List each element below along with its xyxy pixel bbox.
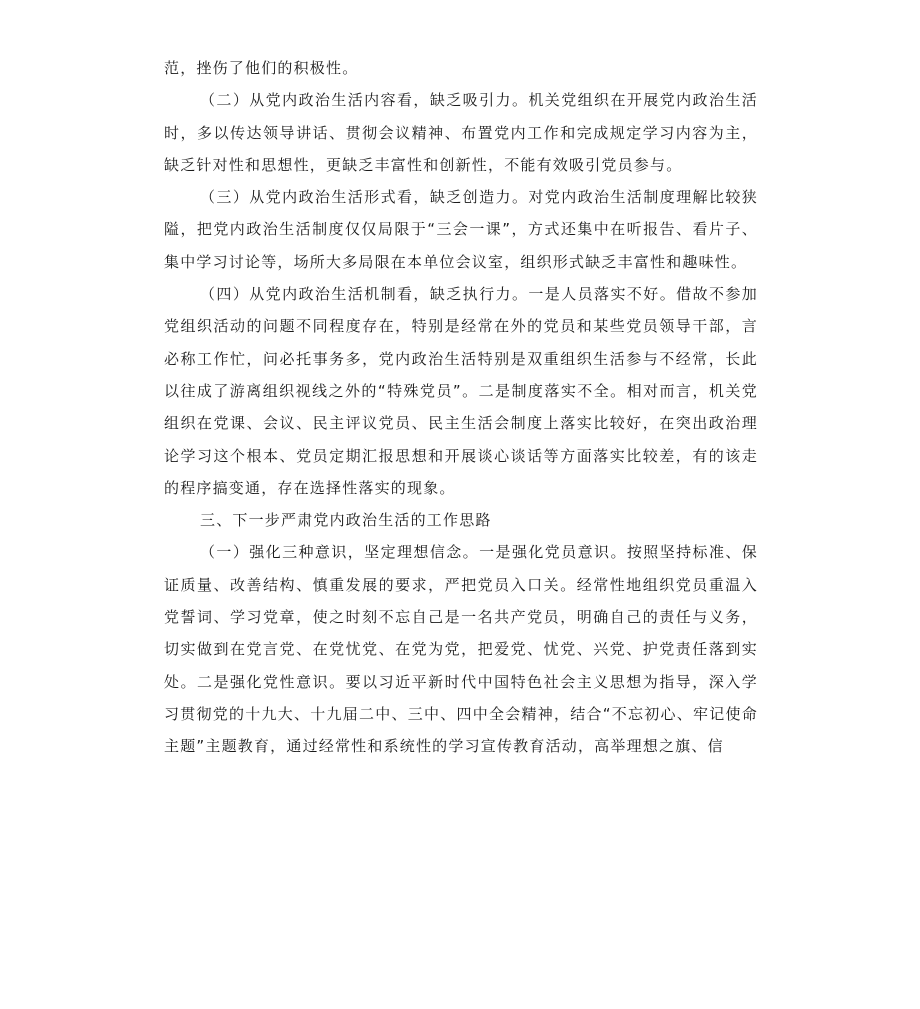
paragraph-mechanism-execution: （四）从党内政治生活机制看，缺乏执行力。一是人员落实不好。借故不参加党组织活动的问题不同程度存在，特别是经常在外的党员和某些党员领导干部，言必称工作忙，问必托事务多，党内政治生活特别是双重组织生活参与不经常，长此以往成了游离组织视线之外的“特殊党员”。二是制度落实不全。相对而言，机关党组织在党课、会议、民主评议党员、民主生活会制度上落实比较好，在突出政治理论学习这个根本、党员定期汇报思想和开展谈心谈话等方面落实比较差，有的该走的程序搞变通，存在选择性落实的现象。 (164, 285, 758, 497)
paragraph-continuation: 范，挫伤了他们的积极性。 (164, 59, 359, 77)
paragraph-form-creativity: （三）从党内政治生活形式看，缺乏创造力。对党内政治生活制度理解比较狭隘，把党内政治生活制度仅仅局限于“三会一课”，方式还集中在听报告、看片子、集中学习讨论等，场所大多局限在本单位会议室，组织形式缺乏丰富性和趣味性。 (164, 188, 758, 271)
document-body (164, 52, 758, 763)
section-heading: 三、下一步严肃党内政治生活的工作思路 (200, 511, 492, 530)
paragraph-three-awareness: （一）强化三种意识，坚定理想信念。一是强化党员意识。按照坚持标准、保证质量、改善结构、慎重发展的要求，严把党员入口关。经常性地组织党员重温入党誓词、学习党章，使之时刻不忘自己是一名共产党员，明确自己的责任与义务，切实做到在党言党、在党忧党、在党为党，把爱党、忧党、兴党、护党责任落到实处。二是强化党性意识。要以习近平新时代中国特色社会主义思想为指导，深入学习贯彻党的十九大、十九届二中、三中、四中全会精神，结合“不忘初心、牢记使命主题”主题教育，通过经常性和系统性的学习宣传教育活动，高举理想之旗、信 (164, 543, 758, 756)
paragraph-content-attraction: （二）从党内政治生活内容看，缺乏吸引力。机关党组织在开展党内政治生活时，多以传达领导讲话、贯彻会议精神、布置党内工作和完成规定学习内容为主，缺乏针对性和思想性，更缺乏丰富性和创新性，不能有效吸引党员参与。 (164, 91, 758, 174)
